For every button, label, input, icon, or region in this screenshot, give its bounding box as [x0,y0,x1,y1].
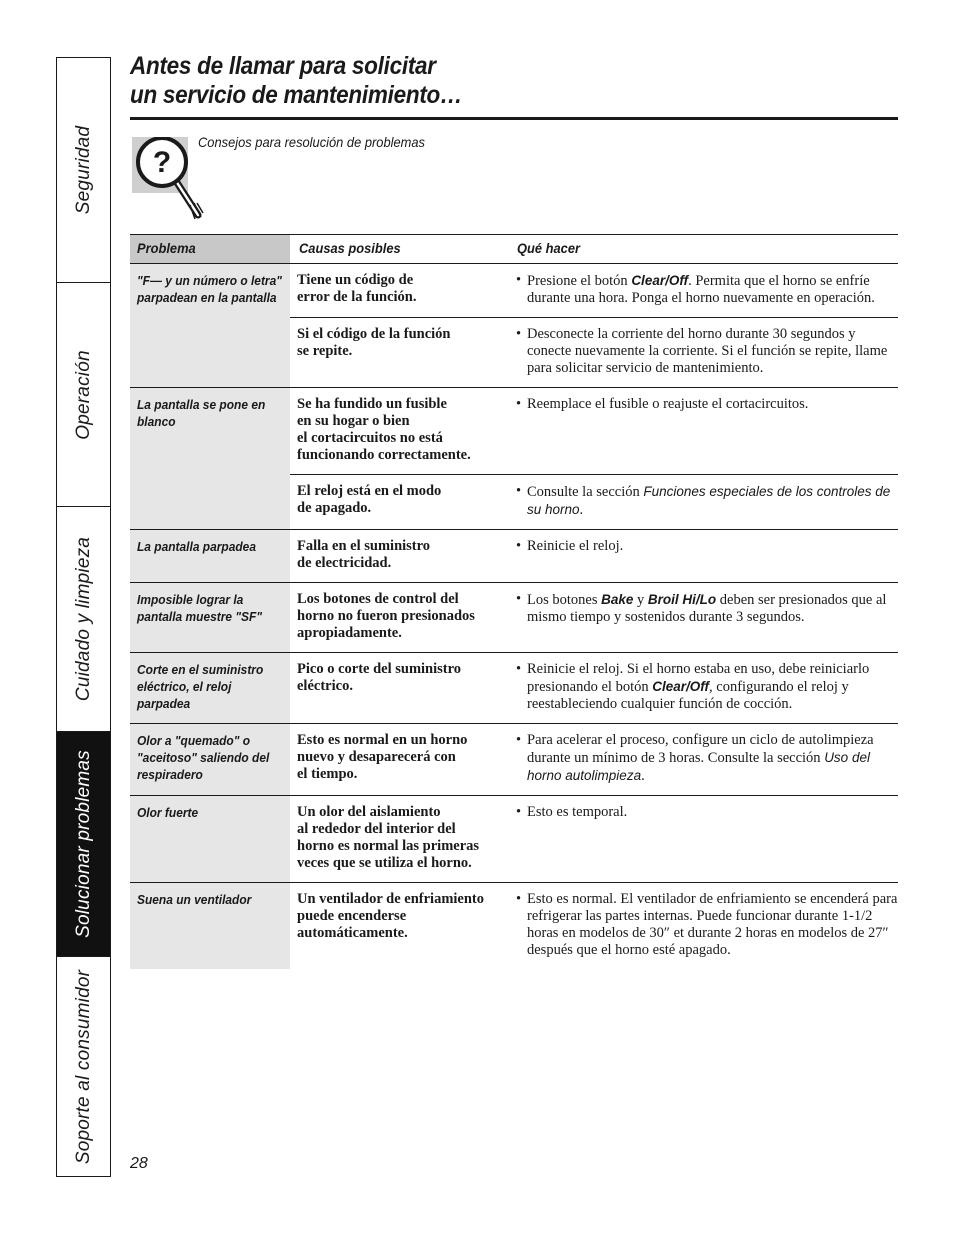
bullet-icon: • [516,538,522,554]
action-segment: Los botones [527,592,602,608]
action-segment: Reinicie el reloj. [527,538,624,554]
bullet-icon: • [516,804,522,820]
cause-action-column [290,724,898,795]
tab-solucionar-problemas[interactable] [57,732,110,957]
action-segment: Reinicie el reloj. Si el horno estaba en uso, debe reiniciarlo presionando el botón [527,661,870,695]
button-name: Clear/Off [631,273,689,288]
action-segment: Consulte la sección [527,484,644,500]
action-segment: Esto es temporal. [527,804,628,820]
problem-cell [130,883,290,969]
action-segment: Reemplace el fusible o reajuste el cortacircuitos. [527,396,809,412]
cause-row [290,475,898,529]
cause-row [290,388,898,475]
header-causes: Causas posibles [299,240,401,256]
problem-text: Corte en el suministro eléctrico, el reloj parpadea [137,662,264,711]
page-title [130,52,462,110]
bullet-icon: • [516,591,522,607]
table-row [130,796,898,883]
bullet-icon: • [516,661,522,677]
cause-row [290,530,898,582]
problem-text: Imposible lograr la pantalla muestre "SF" [137,592,263,624]
cause-action-column [290,388,898,529]
action-segment: deben ser presionados que al mismo tiempo y sostenidos durante 3 segundos. [527,592,887,625]
problem-text: "F— y un número o letra" parpadean en la pantalla [137,273,282,305]
cause-row [290,583,898,652]
action-text [527,732,898,785]
action-segment: Desconecte la corriente del horno durante 30 segundos y conecte nuevamente la corriente. Si el función se repite, llame para solicitar servicio de mantenimiento. [527,326,888,376]
problem-text: La pantalla parpadea [137,539,256,554]
cause-cell: Un ventilador de enfriamiento puede encenderse automáticamente. [297,891,485,941]
page-number: 28 [130,1155,148,1172]
problem-text: Olor fuerte [137,805,199,820]
action-segment: Esto es normal. El ventilador de enfriamiento se encenderá para refrigerar las partes internas. Puede funcionar durante 1-1/2 horas en modelos de 30″ et durante 2 horas en modelos de 27″ después que el horno esté apagado. [527,891,898,958]
cause-action-column [290,530,898,582]
bullet-icon: • [516,483,522,499]
bullet-icon: • [516,326,522,342]
action-text [527,396,898,413]
action-text [527,891,898,959]
cause-cell: Pico o corte del suministro eléctrico. [297,661,462,694]
cause-row [290,264,898,318]
cause-cell: Esto es normal en un horno nuevo y desaparecerá con el tiempo. [297,732,468,782]
action-text [527,591,898,626]
action-segment: Presione el botón [527,273,632,289]
cause-action-column [290,264,898,387]
action-text [527,326,898,377]
cause-row [290,653,898,723]
action-cell [510,583,898,652]
svg-text:?: ? [152,146,172,179]
cause-cell: Si el código de la función se repite. [297,326,451,359]
action-cell [510,724,898,795]
problem-text: Suena un ventilador [137,892,252,907]
action-cell [510,883,898,969]
problem-cell [130,264,290,387]
problem-cell [130,796,290,882]
problem-cell [130,583,290,652]
bullet-icon: • [516,732,522,748]
problem-cell [130,388,290,529]
action-segment: . [641,768,645,784]
table-body [130,264,898,969]
page-title-line-2: un servicio de mantenimiento… [130,81,463,109]
action-cell [510,653,898,723]
cause-action-column [290,653,898,723]
action-cell [510,388,898,474]
action-text [527,272,898,307]
cause-row [290,724,898,795]
header-action: Qué hacer [517,240,581,256]
cause-cell: Se ha fundido un fusible en su hogar o bien el cortacircuitos no está funcionando correctamente. [297,396,471,463]
action-text [527,483,898,519]
tab-label: Seguridad [72,125,94,215]
tab-operacion[interactable] [57,283,110,507]
tab-seguridad[interactable] [57,58,110,283]
action-cell [510,530,898,582]
action-text [527,804,898,821]
problem-text: Olor a "quemado" o "aceitoso" saliendo del respiradero [137,733,270,782]
bullet-icon: • [516,396,522,412]
page-title-line-1: Antes de llamar para solicitar [130,52,436,80]
section-tab-bar [56,57,111,1177]
troubleshooting-table [130,234,898,969]
header-problem: Problema [137,240,196,256]
tab-cuidado-y-limpieza[interactable] [57,507,110,732]
cause-cell: El reloj está en el modo de apagado. [297,483,442,516]
cause-cell: Un olor del aislamiento al rededor del interior del horno es normal las primeras veces que se utiliza el horno. [297,804,480,871]
cause-row [290,883,898,969]
action-segment: Para acelerar el proceso, configure un ciclo de autolimpieza durante un mínimo de 3 horas. Consulte la sección [527,732,874,766]
tab-label: Cuidado y limpieza [72,536,94,702]
action-text [527,538,898,555]
action-segment: y [633,592,648,608]
bullet-icon: • [516,891,522,907]
problem-cell [130,530,290,582]
table-row [130,264,898,388]
table-row [130,583,898,653]
table-header [130,234,898,264]
problem-cell [130,724,290,795]
cause-cell: Los botones de control del horno no fueron presionados apropiadamente. [297,591,475,641]
tab-label: Operación [72,349,94,440]
section-reference: Uso del horno autolimpieza [527,750,870,783]
problem-text: La pantalla se pone en blanco [137,397,266,429]
action-cell [510,475,898,529]
action-segment: , configurando el reloj y reestableciendo cualquier función de cocción. [527,679,849,712]
action-segment: . Permita que el horno se enfríe durante una hora. Ponga el horno nuevamente en operación. [527,273,875,306]
button-name: Clear/Off [652,679,710,694]
action-cell [510,796,898,882]
title-divider [130,117,898,120]
action-cell [510,264,898,317]
tab-soporte-al-consumidor[interactable] [57,957,110,1176]
header-problem-cell [130,235,290,263]
tab-label: Soporte al consumidor [72,969,94,1164]
bullet-icon: • [516,272,522,288]
cause-row [290,796,898,882]
button-name: Broil Hi/Lo [647,592,717,607]
table-row [130,388,898,530]
section-reference: Funciones especiales de los controles de su horno [527,484,891,517]
cause-cell: Tiene un código de error de la función. [297,272,417,305]
problem-cell [130,653,290,723]
tab-label: Solucionar problemas [72,750,94,938]
table-row [130,883,898,969]
action-text [527,661,898,713]
button-name: Bake [601,592,634,607]
cause-action-column [290,883,898,969]
cause-cell: Falla en el suministro de electricidad. [297,538,431,571]
action-segment: . [579,502,584,518]
action-cell [510,318,898,387]
cause-action-column [290,796,898,882]
table-row [130,530,898,583]
cause-row [290,318,898,387]
table-row [130,724,898,796]
table-row [130,653,898,724]
help-caption: Consejos para resolución de problemas [198,134,425,150]
cause-action-column [290,583,898,652]
